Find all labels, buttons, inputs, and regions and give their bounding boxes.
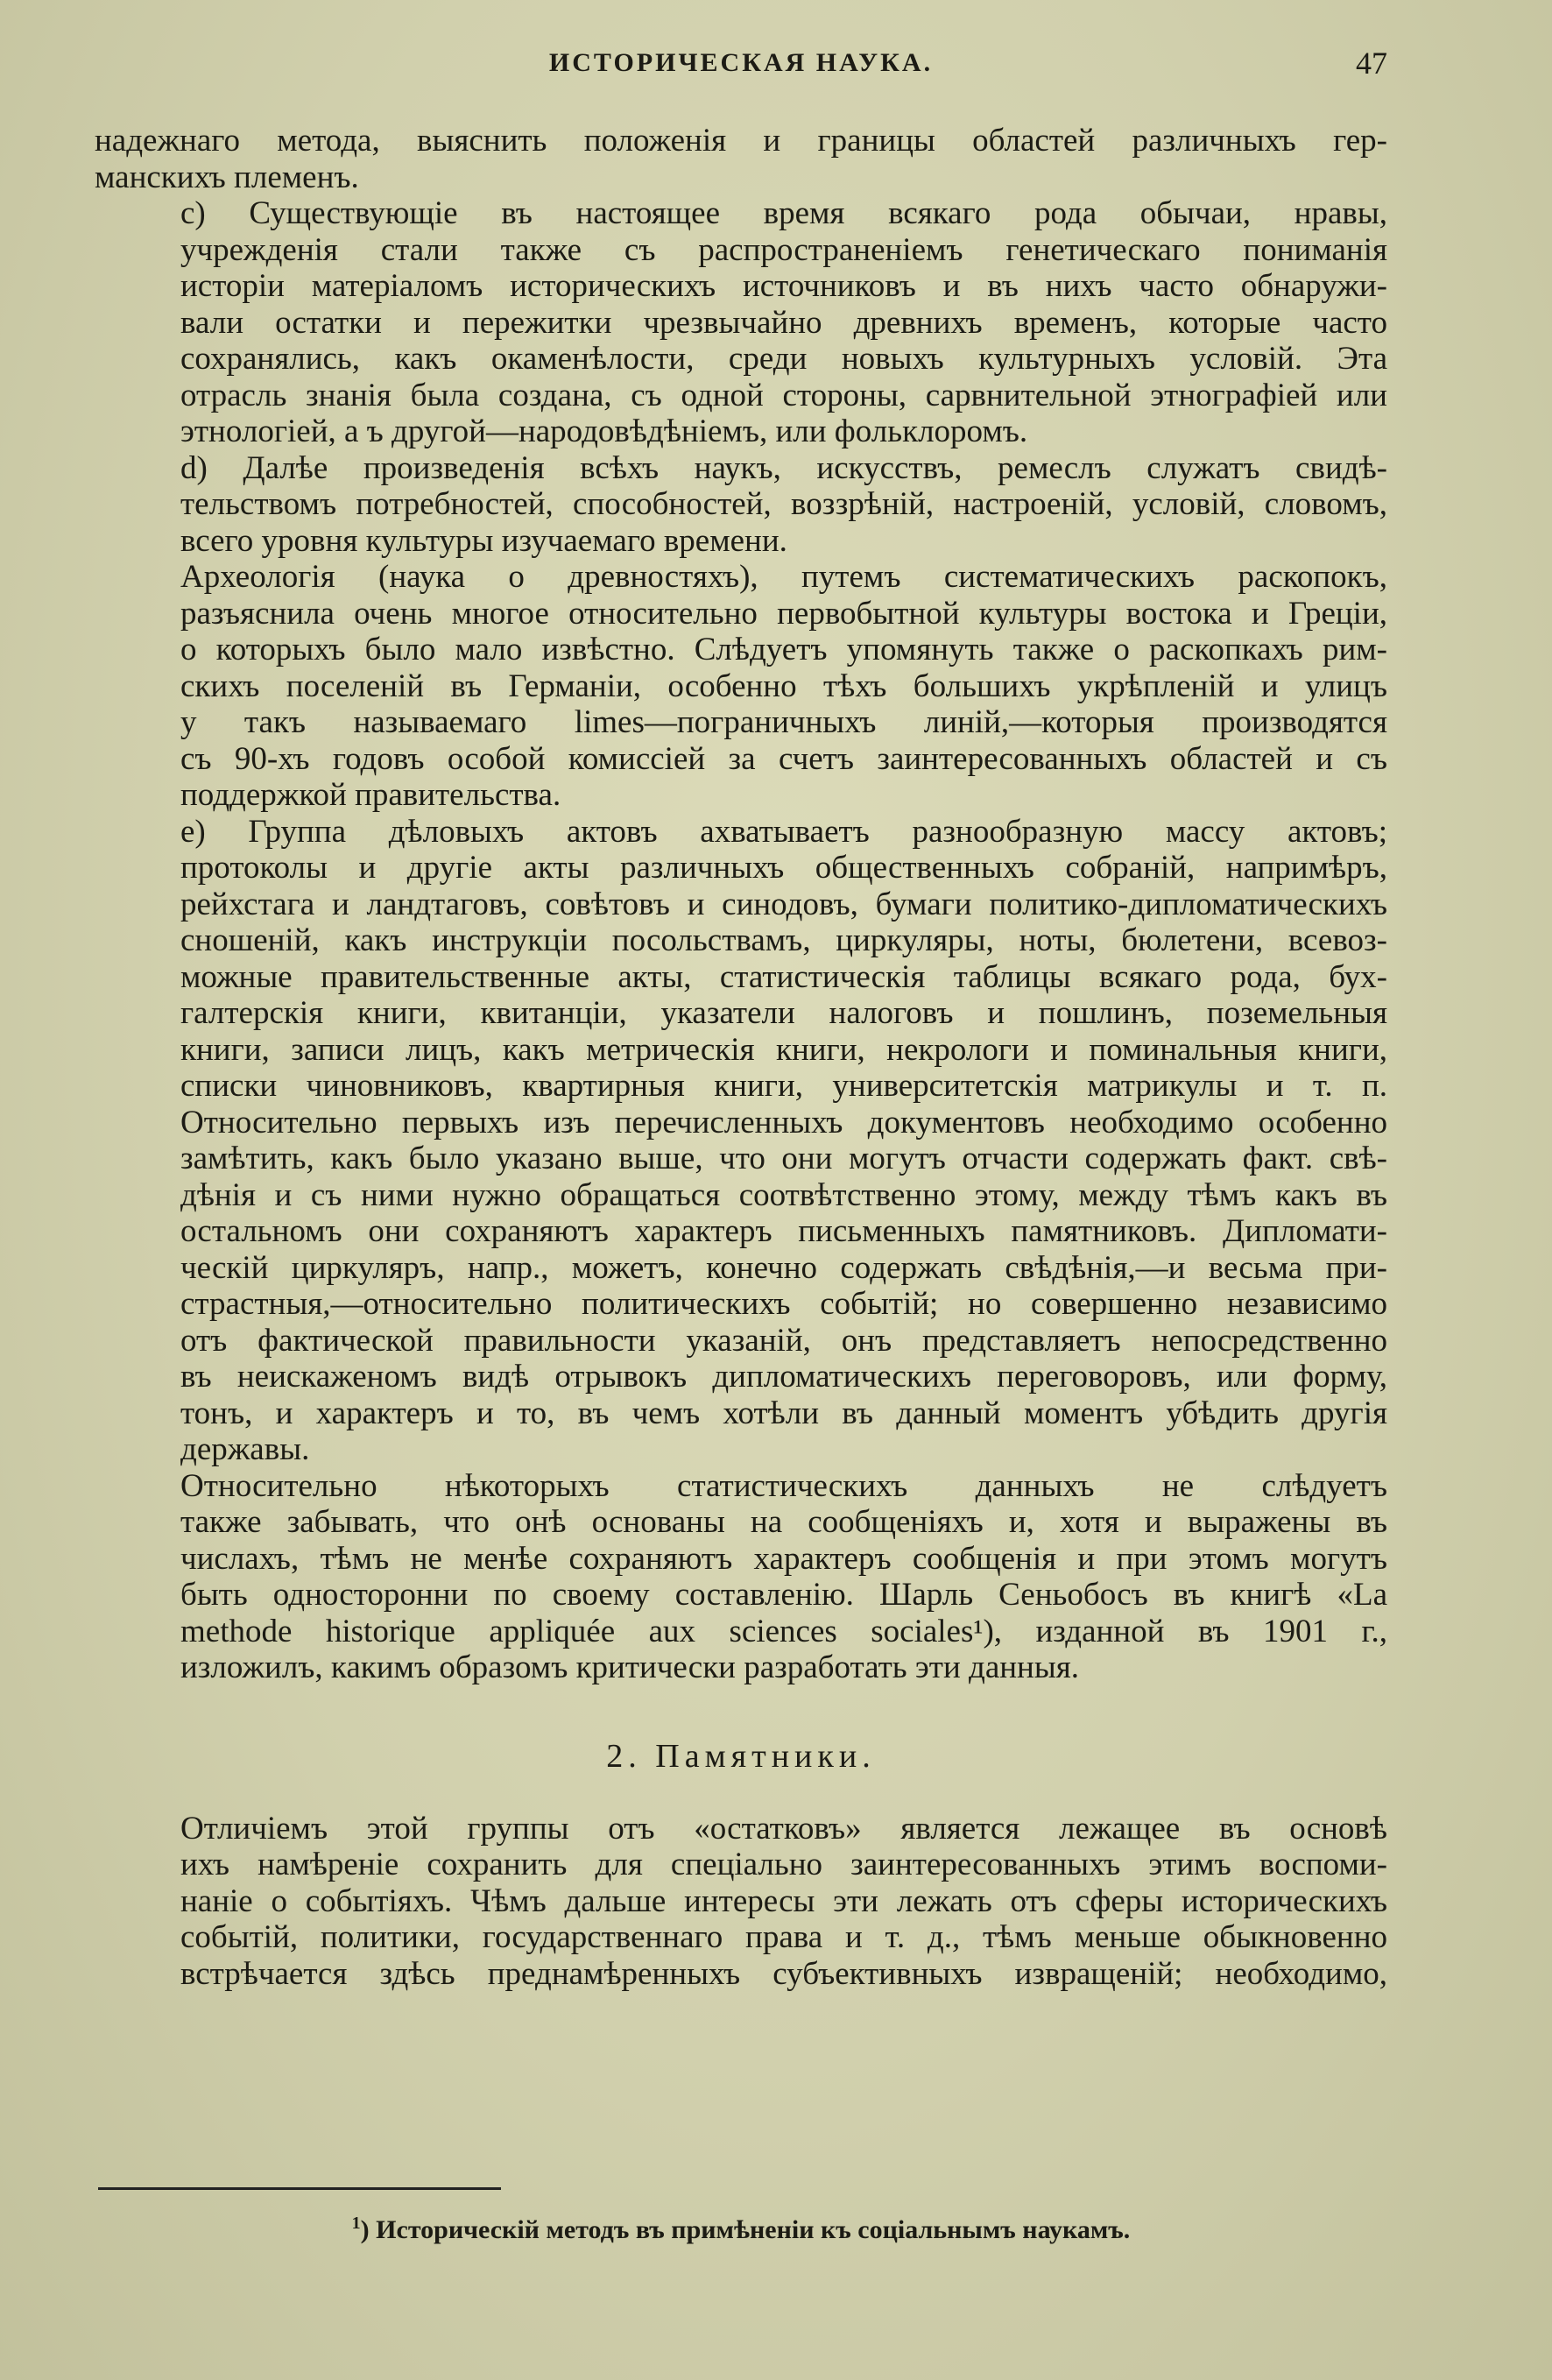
- text-line: въ неискаженомъ видѣ отрывокъ дипломатическихъ переговоровъ, или форму,: [180, 1359, 1387, 1395]
- text-line: скихъ поселеній въ Германіи, особенно тѣхъ большихъ укрѣпленій и улицъ: [180, 667, 1387, 704]
- text-line: можные правительственные акты, статистическія таблицы всякаго рода, бух-: [180, 958, 1387, 995]
- text-line: ихъ намѣреніе сохранить для спеціально заинтересованныхъ этимъ воспоми-: [180, 1847, 1387, 1882]
- text-line: рейхстага и ландтаговъ, совѣтовъ и синодовъ, бумаги политико-дипломатическихъ: [180, 886, 1387, 922]
- text-line: этнологіей, а ъ другой—народовѣдѣніемъ, или фольклоромъ.: [180, 413, 1028, 449]
- text-line: книги, записи лицъ, какъ метрическія книги, некрологи и поминальныя книги,: [180, 1031, 1387, 1068]
- paragraph-monuments: [95, 1811, 1387, 1993]
- text-line: встрѣчается здѣсь преднамѣренныхъ субъективныхъ извращеній; необходимо,: [180, 1955, 1387, 1992]
- text-line: поддержкой правительства.: [180, 777, 561, 813]
- paragraph-works: [95, 450, 1387, 560]
- text-line: Относительно первыхъ изъ перечисленныхъ документовъ необходимо особенно: [180, 1104, 1387, 1141]
- text-line: замѣтить, какъ было указано выше, что они могутъ отчасти содержать факт. свѣ-: [180, 1141, 1387, 1176]
- paragraph-business-acts: [95, 814, 1387, 1468]
- text-line: Относительно нѣкоторыхъ статистическихъ данныхъ не слѣдуетъ: [180, 1467, 1387, 1504]
- text-line: разъяснила очень многое относительно первобытной культуры востока и Греціи,: [180, 595, 1387, 632]
- running-head: [95, 42, 1387, 84]
- text-line: учрежденія стали также съ распространеніемъ генетическаго пониманія: [180, 231, 1387, 268]
- text-line: о которыхъ было мало извѣстно. Слѣдуетъ упомянуть также о раскопкахъ рим-: [180, 632, 1387, 667]
- text-line: Отличіемъ этой группы отъ «остатковъ» является лежащее въ основѣ: [180, 1810, 1387, 1847]
- paragraph-customs: [95, 195, 1387, 450]
- text-line: также забывать, что онѣ основаны на сообщеніяхъ и, хотя и выражены въ: [180, 1504, 1387, 1540]
- text-line: Археологія (наука о древностяхъ), путемъ систематическихъ раскопокъ,: [180, 559, 1387, 595]
- text-line: остальномъ они сохраняютъ характеръ письменныхъ памятниковъ. Дипломати-: [180, 1213, 1387, 1249]
- text-line: у такъ называемаго limes—пограничныхъ линій,—которыя производятся: [180, 704, 1387, 740]
- text-line: съ 90-хъ годовъ особой комиссіей за счетъ заинтересованныхъ областей и съ: [180, 740, 1387, 777]
- running-title: ИСТОРИЧЕСКАЯ НАУКА.: [548, 48, 934, 77]
- text-line: изложилъ, какимъ образомъ критически разработать эти данныя.: [180, 1649, 1079, 1685]
- text-line: надежнаго метода, выяснить положенія и границы областей различныхъ гер-: [95, 123, 1387, 159]
- text-line: быть односторонни по своему составленію. Шарль Сеньобосъ въ книгѣ «La: [180, 1577, 1387, 1613]
- body-text: [95, 123, 1387, 1992]
- text-line: c) Существующіе въ настоящее время всякаго рода обычаи, нравы,: [180, 195, 1387, 231]
- text-line: отрасль знанія была создана, съ одной стороны, сарвнительной этнографіей или: [180, 377, 1387, 413]
- text-line: e) Группа дѣловыхъ актовъ ахватываетъ разнообразную массу актовъ;: [180, 813, 1387, 850]
- footnote-rule: [98, 2187, 501, 2190]
- text-line: числахъ, тѣмъ не менѣе сохраняютъ характеръ сообщенія и при этомъ могутъ: [180, 1540, 1387, 1577]
- text-line: всего уровня культуры изучаемаго времени.: [180, 522, 787, 559]
- text-line: сношеній, какъ инструкціи посольствамъ, циркуляры, ноты, бюлетени, всевоз-: [180, 922, 1387, 958]
- text-line: галтерскія книги, квитанціи, указатели налоговъ и пошлинъ, поземельныя: [180, 995, 1387, 1031]
- text-line: вали остатки и пережитки чрезвычайно древнихъ временъ, которые часто: [180, 304, 1387, 341]
- text-line: списки чиновниковъ, квартирныя книги, университетскія матрикулы и т. п.: [180, 1068, 1387, 1104]
- text-line: d) Далѣе произведенія всѣхъ наукъ, искусствъ, ремеслъ служатъ свидѣ-: [180, 449, 1387, 486]
- footnote: [95, 2206, 1387, 2248]
- text-line: протоколы и другіе акты различныхъ общественныхъ собраній, напримѣръ,: [180, 850, 1387, 886]
- text-line: событій, политики, государственнаго права и т. д., тѣмъ меньше обыкновенно: [180, 1919, 1387, 1955]
- text-line: манскихъ племенъ.: [95, 159, 359, 195]
- paragraph-archaeology: [95, 559, 1387, 814]
- text-line: исторіи матеріаломъ историческихъ источниковъ и въ нихъ часто обнаружи-: [180, 268, 1387, 304]
- text-line: дѣнія и съ ними нужно обращаться соотвѣтственно этому, между тѣмъ какъ въ: [180, 1176, 1387, 1213]
- paragraph-continuation: [95, 123, 1387, 195]
- text-line: тонъ, и характеръ и то, въ чемъ хотѣли въ данный моментъ убѣдить другія: [180, 1395, 1387, 1431]
- text-line: ческій циркуляръ, напр., можетъ, конечно содержать свѣдѣнія,—и весьма при-: [180, 1249, 1387, 1286]
- text-line: отъ фактической правильности указаній, онъ представляетъ непосредственно: [180, 1322, 1387, 1359]
- text-line: тельствомъ потребностей, способностей, воззрѣній, настроеній, условій, словомъ,: [180, 486, 1387, 522]
- text-line: наніе о событіяхъ. Чѣмъ дальше интересы эти лежать отъ сферы историческихъ: [180, 1882, 1387, 1919]
- page-number: 47: [1356, 46, 1387, 81]
- text-line: страстныя,—относительно политическихъ событій; но совершенно независимо: [180, 1286, 1387, 1322]
- text-line: methode historique appliquée aux sciences sociales¹), изданной въ 1901 г.,: [180, 1613, 1387, 1649]
- footnote-marker: 1: [351, 2214, 361, 2233]
- section-heading: 2. Памятники.: [606, 1737, 876, 1775]
- footnote-text: ) Историческій методъ въ примѣненіи къ соціальнымъ наукамъ.: [360, 2215, 1131, 2244]
- paragraph-statistics: [95, 1468, 1387, 1686]
- text-line: державы.: [180, 1431, 310, 1467]
- text-line: сохранялись, какъ окаменѣлости, среди новыхъ культурныхъ условій. Эта: [180, 341, 1387, 377]
